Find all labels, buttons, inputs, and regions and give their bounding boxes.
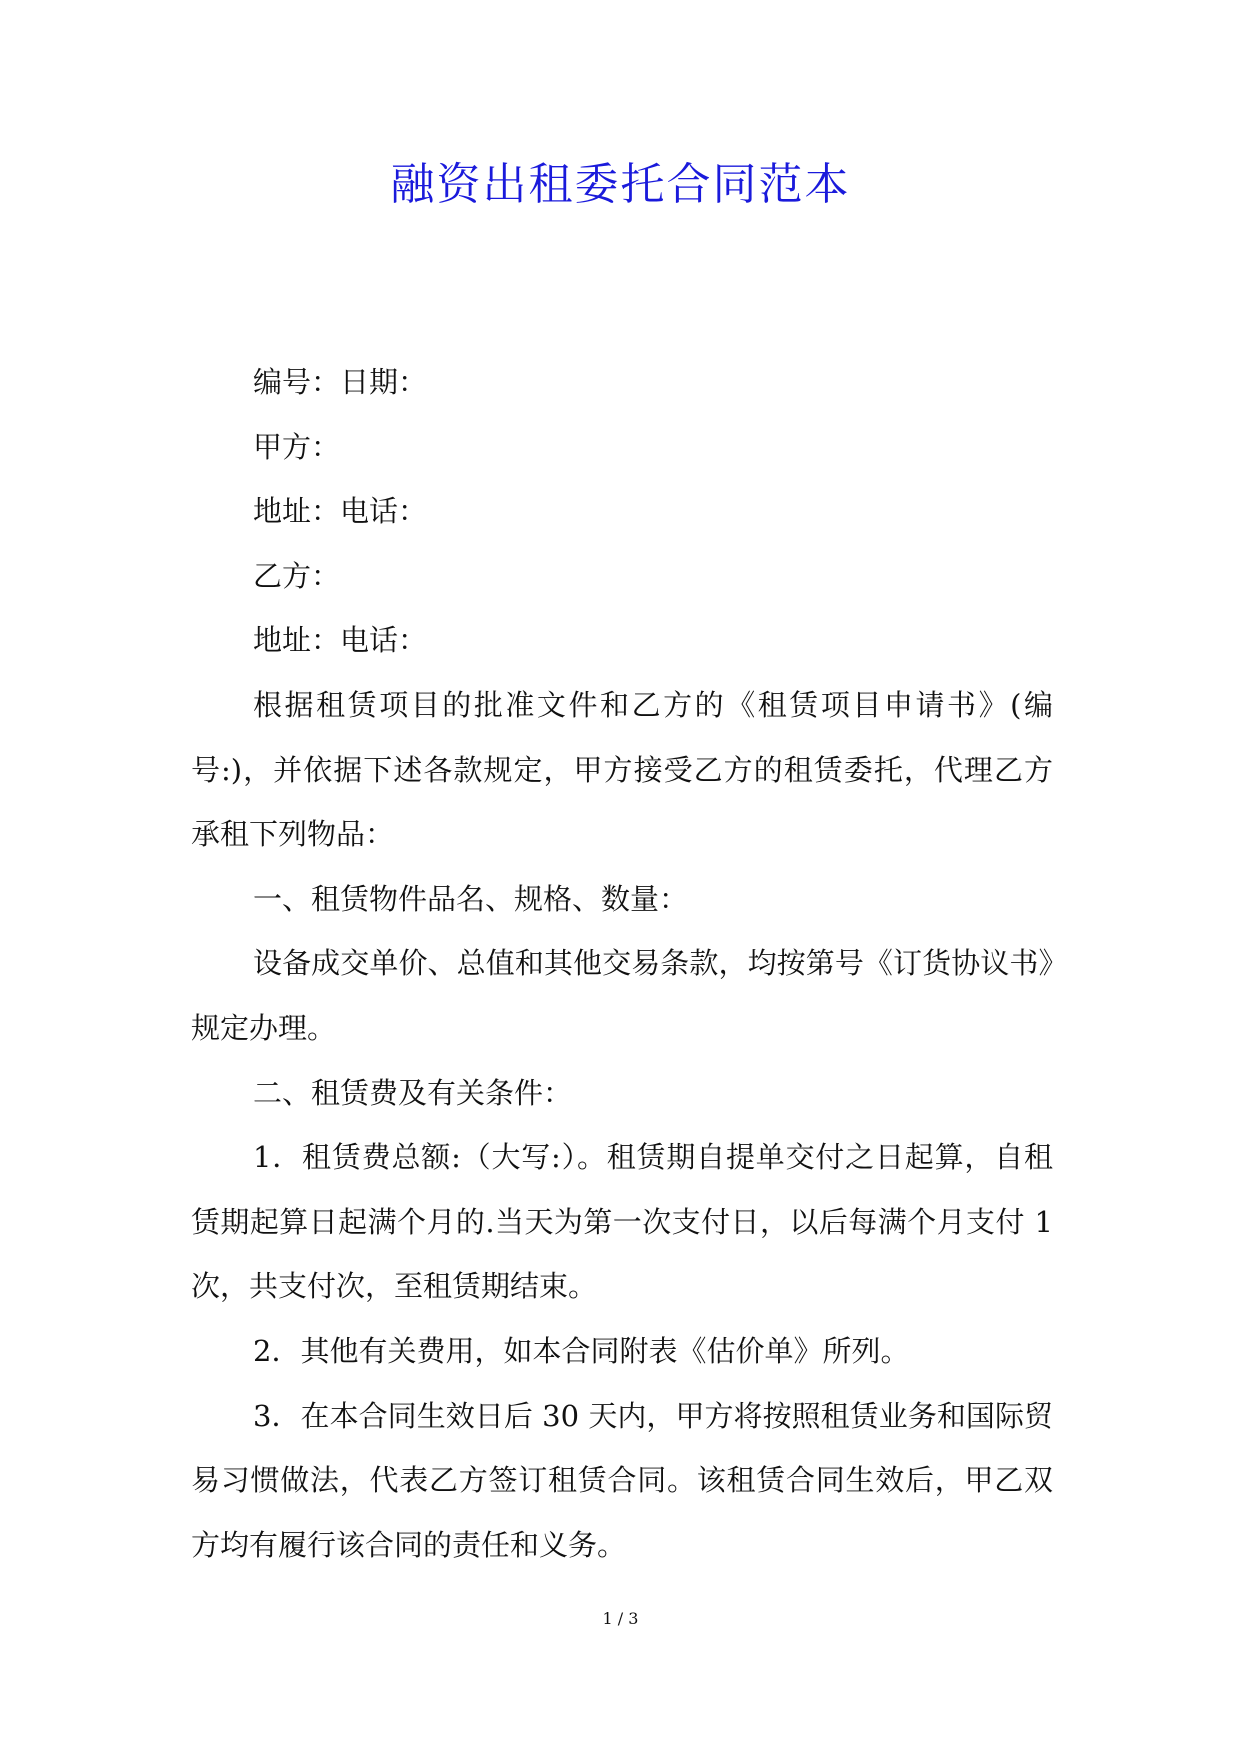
paragraph-clause-3: 3．在本合同生效日后 30 天内，甲方将按照租赁业务和国际贸易习惯做法，代表乙方签订租赁合同。该租赁合同生效后，甲乙双方均有履行该合同的责任和义务。: [191, 1398, 1053, 1562]
paragraph-party-b: 乙方：: [253, 558, 341, 593]
paragraph-preamble: 根据租赁项目的批准文件和乙方的《租赁项目申请书》(编号:)，并依据下述各款规定，甲方接受乙方的租赁委托，代理乙方承租下列物品：: [191, 687, 1053, 852]
paragraph-section-2-heading: 二、租赁费及有关条件：: [253, 1075, 573, 1110]
document-body: [191, 350, 1053, 1577]
paragraph-number-date: 编号：日期：: [253, 365, 428, 399]
document-title: 融资出租委托合同范本: [390, 159, 851, 210]
paragraph-party-a-address: 地址：电话：: [253, 494, 428, 529]
page-indicator: 1 / 3: [602, 1609, 639, 1628]
paragraph-party-b-address: 地址：电话：: [253, 623, 428, 658]
paragraph-party-a: 甲方：: [253, 429, 341, 464]
paragraph-clause-1: 1．租赁费总额:（大写:）。租赁期自提单交付之日起算，自租赁期起算日起满个月的.当天为第一次支付日，以后每满个月支付 1 次，共支付次，至租赁期结束。: [191, 1140, 1053, 1304]
paragraph-section-1-body: 设备成交单价、总值和其他交易条款，均按第号《订货协议书》规定办理。: [191, 946, 1053, 1045]
paragraph-section-1-heading: 一、租赁物件品名、规格、数量：: [253, 881, 689, 916]
paragraph-clause-2: 2．其他有关费用，如本合同附表《估价单》所列。: [253, 1333, 910, 1368]
